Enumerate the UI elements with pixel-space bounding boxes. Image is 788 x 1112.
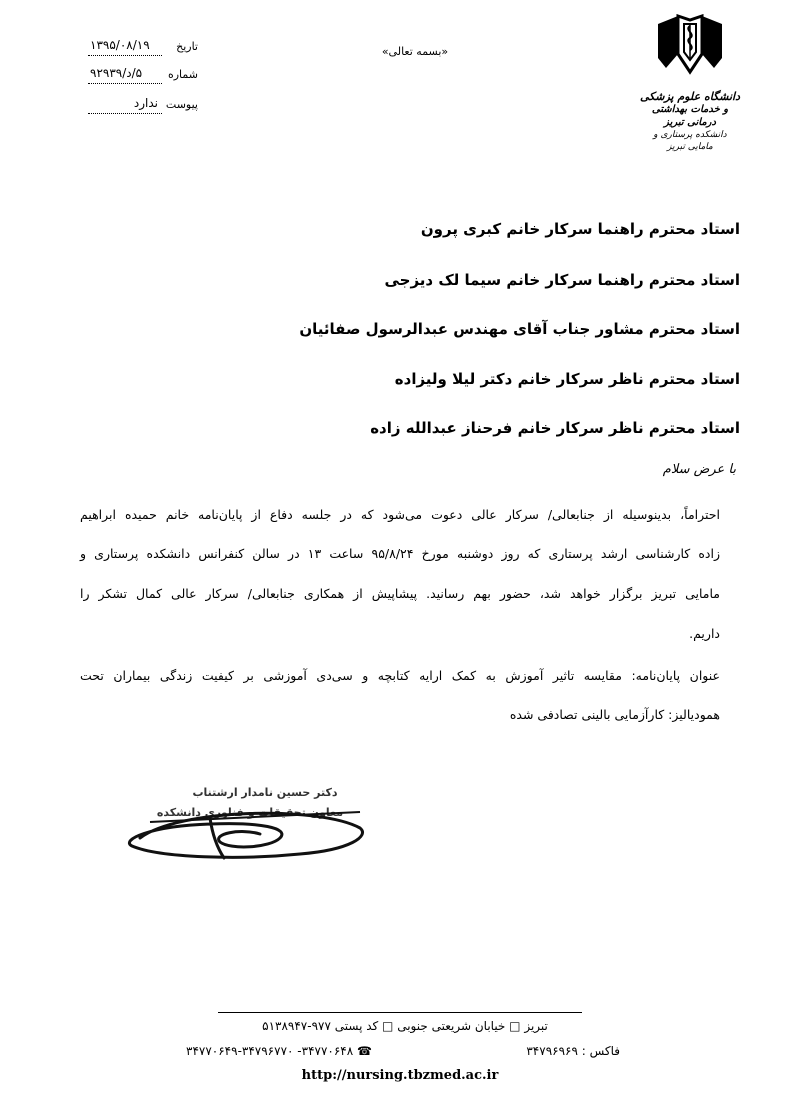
body-line-2: زاده کارشناسی ارشد پرستاری که روز دوشنبه مورخ ۹۵/۸/۲۴ ساعت ۱۳ در سالن کنفرانس دانشکده پرستاری و	[80, 546, 720, 561]
greeting: با عرض سلام	[662, 462, 736, 477]
handwritten-signature	[120, 798, 380, 868]
number-dotted-line	[88, 83, 162, 84]
number-row	[88, 68, 198, 84]
invocation: «بسمه تعالی»	[381, 45, 449, 58]
number-label: شماره	[167, 68, 198, 81]
recipient-4: استاد محترم ناظر سرکار خانم دکتر لیلا ولیزاده	[394, 370, 740, 388]
date-value: ۱۳۹۵/۰۸/۱۹	[90, 38, 150, 52]
logo-org-line3: دانشکده پرستاری و مامایی تبریز	[653, 130, 727, 152]
signatory-name: دکتر حسین نامدار ارشتناب	[192, 786, 338, 799]
logo-org-line2: و خدمات بهداشتی درمانی تبریز	[651, 104, 729, 128]
attachment-label: پیوست	[165, 98, 198, 111]
recipient-2: استاد محترم راهنما سرکار خانم سیما لک دیزجی	[384, 271, 740, 289]
recipient-3: استاد محترم مشاور جناب آقای مهندس عبدالرسول صفائیان	[299, 320, 740, 338]
recipient-1: استاد محترم راهنما سرکار خانم کبری پرون	[420, 220, 740, 238]
recipient-5: استاد محترم ناظر سرکار خانم فرحناز عبدالله زاده	[370, 419, 740, 437]
attachment-value: ندارد	[133, 96, 158, 110]
logo-org-line1: دانشگاه علوم پزشکی	[640, 90, 740, 103]
university-logo	[640, 14, 740, 152]
date-row	[88, 40, 198, 56]
footer-website[interactable]: http://nursing.tbzmed.ac.ir	[301, 1068, 499, 1083]
date-label: تاریخ	[176, 40, 198, 53]
date-dotted-line	[88, 55, 162, 56]
footer-fax: فاکس : ۳۴۷۹۶۹۶۹	[526, 1044, 620, 1058]
signatory-title: معاون تحقیقات و فناوری دانشکده	[156, 806, 344, 819]
attachment-dotted-line	[88, 113, 162, 114]
body-line-3: مامایی تبریز برگزار خواهد شد، حضور بهم رسانید. پیشاپیش از همکاری جنابعالی/ سرکار عالی کمال تشکر را	[80, 586, 720, 601]
number-value: ۵/د/۹۲۹۳۹	[90, 66, 143, 80]
footer-divider	[218, 1012, 582, 1013]
footer-address: تبریز □ خیابان شریعتی جنوبی □ کد پستی ۹۷۷-۵۱۳۸۹۴۷	[262, 1019, 548, 1033]
footer-phones	[186, 1044, 426, 1058]
body-line-1: احتراماً، بدینوسیله از جنابعالی/ سرکار عالی دعوت می‌شود که در جلسه دفاع از پایان‌نامه خانم حمیده ابراهیم	[80, 507, 720, 522]
phone-icon: ☎	[357, 1044, 372, 1058]
thesis-line-1: عنوان پایان‌نامه: مقایسه تاثیر آموزش به کمک ارایه کتابچه و سی‌دی آموزشی بر کیفیت زندگی بیماران تحت	[80, 668, 720, 683]
body-line-4: داریم.	[689, 626, 720, 641]
attachment-row	[88, 98, 198, 114]
emblem-icon	[640, 14, 740, 84]
footer-phone-numbers: ۳۴۷۷۰۶۴۸- ۳۴۷۷۰۶۴۹-۳۴۷۹۶۷۷۰	[186, 1044, 354, 1058]
thesis-line-2: همودیالیز: کارآزمایی بالینی تصادفی شده	[509, 707, 720, 722]
